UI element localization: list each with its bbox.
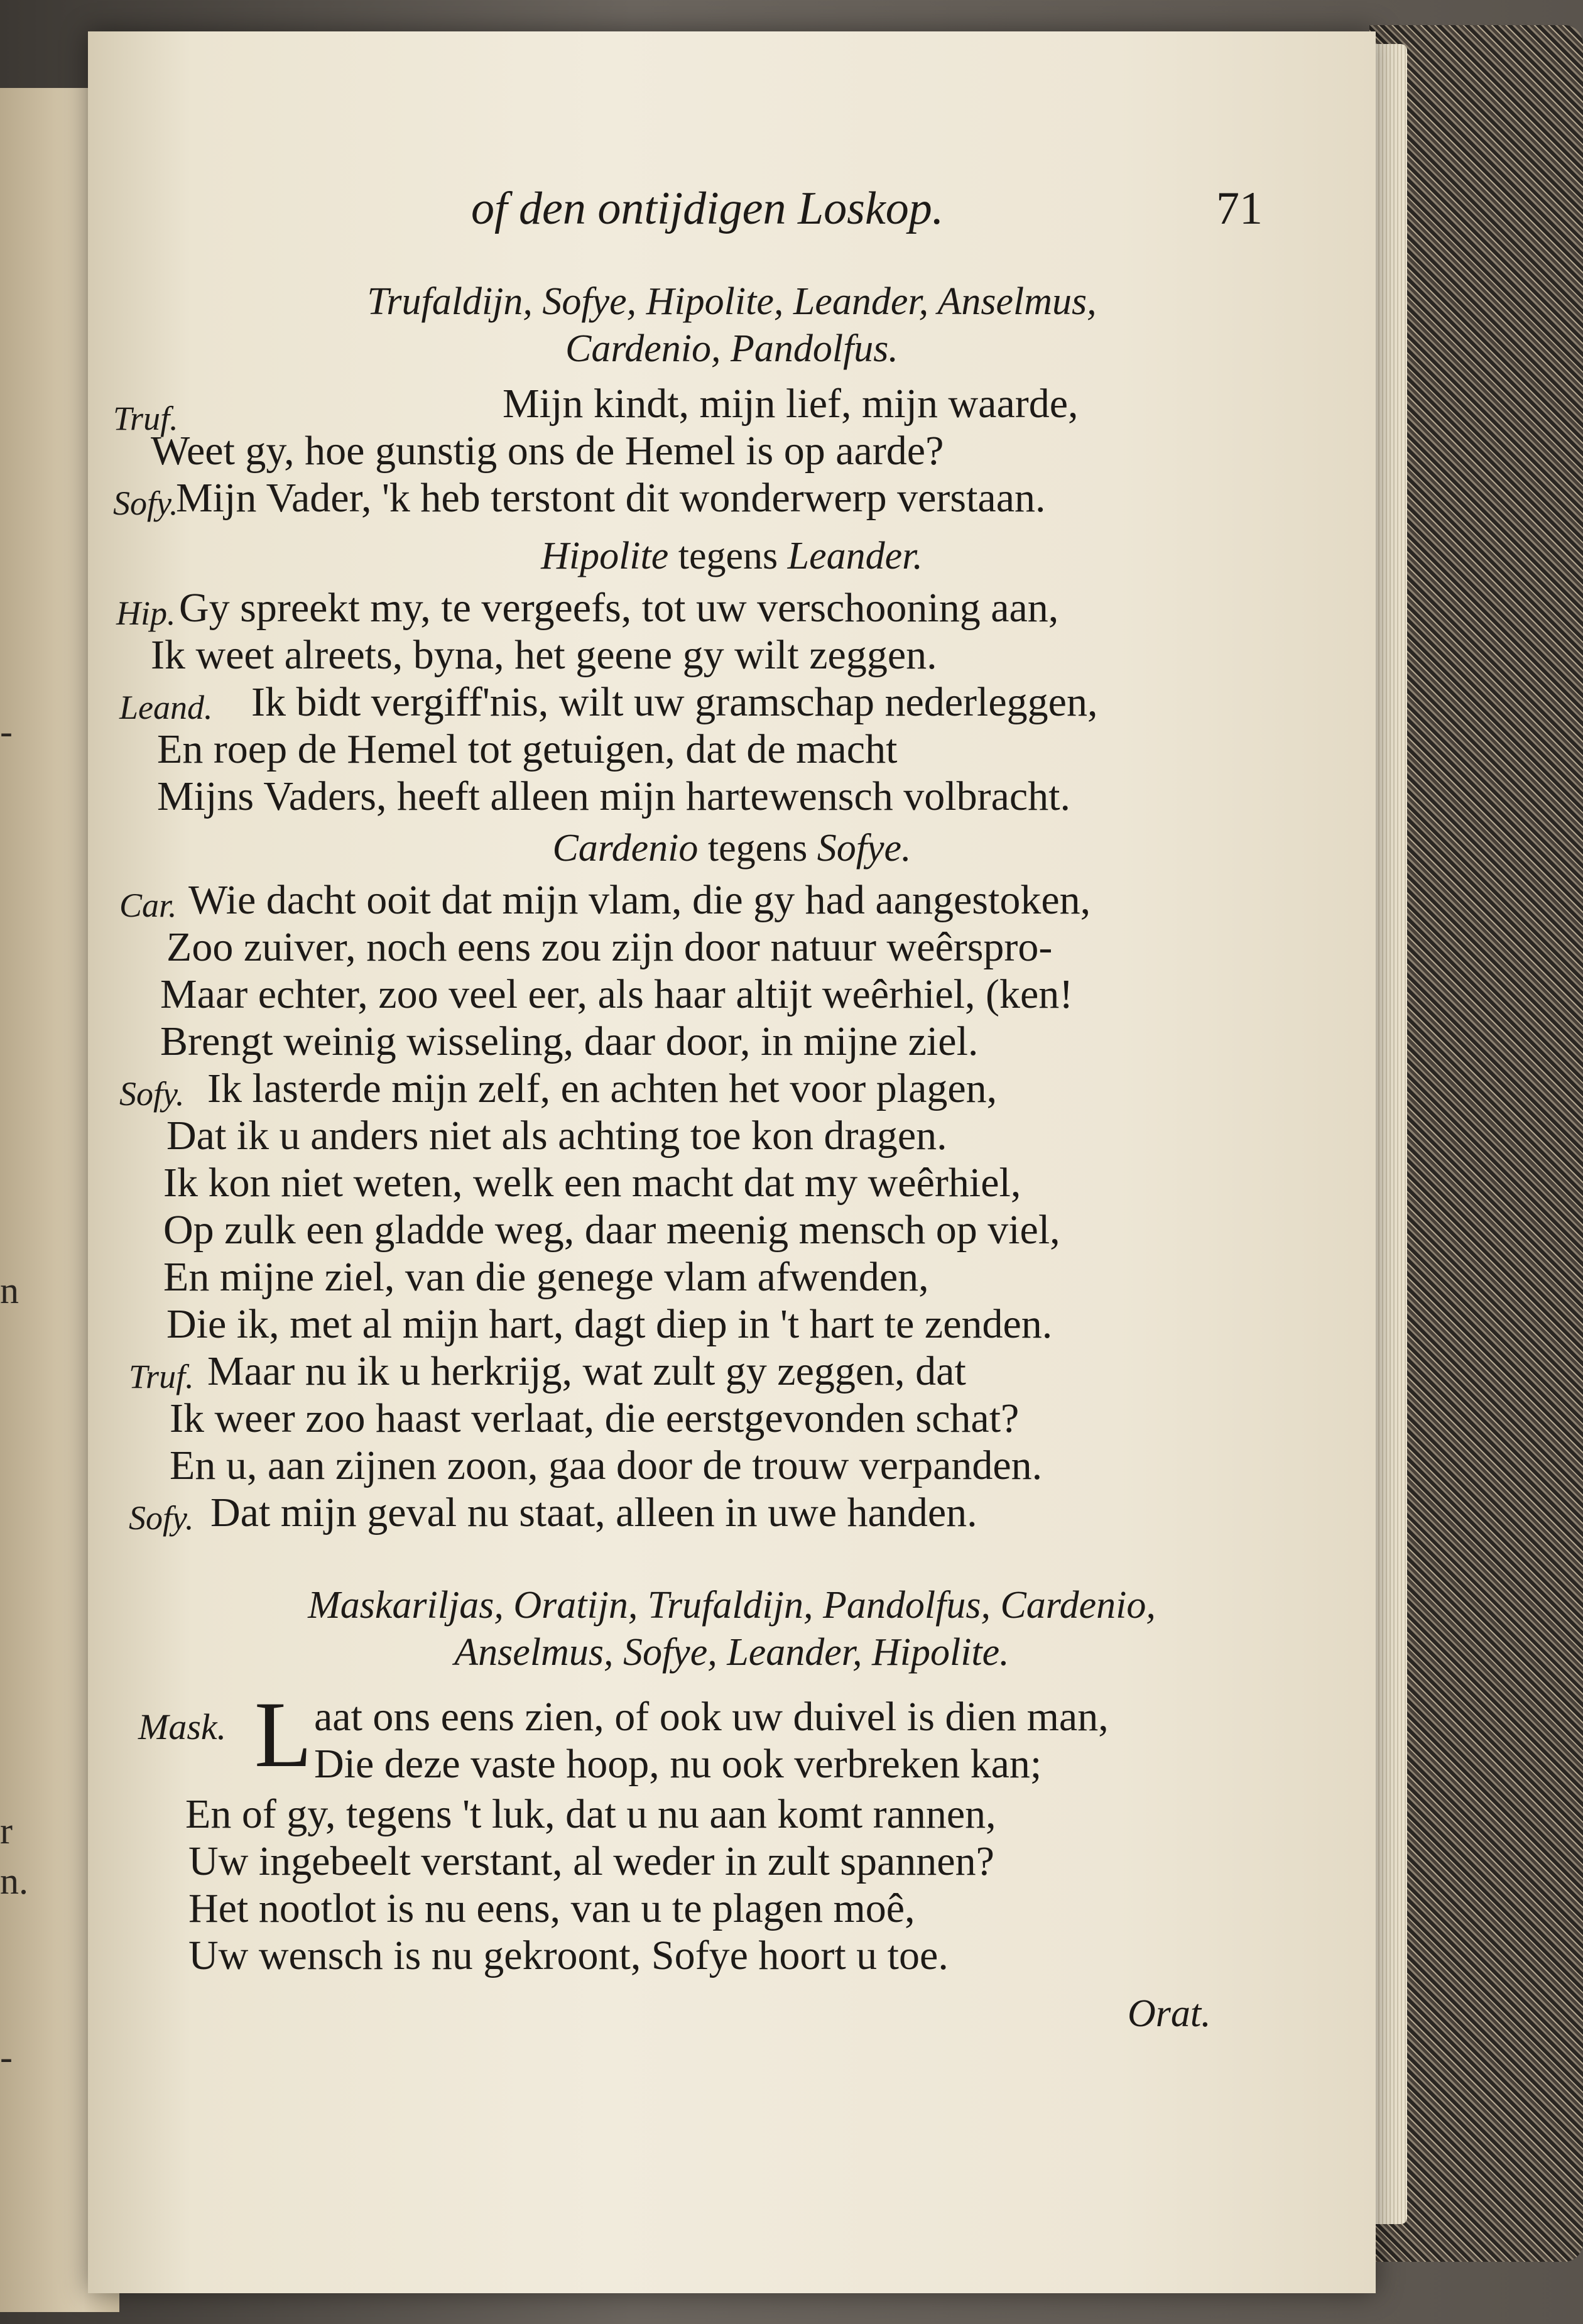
running-title: of den ontijdigen Loskop. (471, 183, 944, 234)
speaker-label: Hip. (116, 594, 176, 632)
speaker-label: Sofy. (129, 1499, 194, 1537)
verse-line: Ik bidt vergiff'nis, wilt uw gramschap nederleggen, (251, 679, 1098, 725)
verse-line: Maar echter, zoo veel eer, als haar altijt weêrhiel, (ken! (160, 971, 1074, 1017)
scene-cast-line: Trufaldijn, Sofye, Hipolite, Leander, Anselmus, (367, 280, 1097, 323)
stage-direction: Cardenio tegens Sofye. (552, 827, 911, 870)
drop-cap: L (254, 1683, 312, 1787)
page-number: 71 (1216, 183, 1263, 234)
speaker-label: Truf. (113, 400, 178, 437)
verse-line: En mijne ziel, van die genege vlam afwenden, (163, 1254, 929, 1300)
verse-line: Mijn Vader, 'k heb terstont dit wonderwerp verstaan. (176, 475, 1046, 521)
verse-line: Het nootlot is nu eens, van u te plagen moê, (188, 1885, 915, 1931)
verse-line: Mijn kindt, mijn lief, mijn waarde, (503, 381, 1079, 427)
verse-line: aat ons eens zien, of ook uw duivel is dien man, (314, 1694, 1109, 1740)
speaker-label: Car. (119, 887, 177, 924)
verse-line: Die ik, met al mijn hart, dagt diep in 't hart te zenden. (166, 1301, 1053, 1347)
scene-cast-line: Anselmus, Sofye, Leander, Hipolite. (454, 1631, 1009, 1674)
verse-line: En u, aan zijnen zoon, gaa door de trouw verpanden. (170, 1443, 1043, 1488)
verse-line: Zoo zuiver, noch eens zou zijn door natuur weêrspro- (166, 924, 1053, 970)
verse-line: Mijns Vaders, heeft alleen mijn hartewensch volbracht. (157, 773, 1070, 819)
verse-line: En of gy, tegens 't luk, dat u nu aan komt rannen, (185, 1791, 996, 1837)
verse-line: Dat ik u anders niet als achting toe kon dragen. (166, 1113, 947, 1159)
verse-line: Die deze vaste hoop, nu ook verbreken kan; (314, 1741, 1042, 1787)
scene-cast-line: Maskariljas, Oratijn, Trufaldijn, Pandolfus, Cardenio, (308, 1584, 1156, 1627)
left-page-fragment: - (0, 2036, 13, 2078)
running-header (389, 182, 1281, 258)
catchword: Orat. (1128, 1992, 1211, 2035)
verse-line: Wie dacht ooit dat mijn vlam, die gy had aangestoken, (188, 877, 1091, 923)
speaker-label: Leand. (119, 689, 213, 726)
left-page-fragment: - (0, 711, 13, 752)
speaker-label: Sofy. (113, 484, 178, 522)
verse-line: Uw wensch is nu gekroont, Sofye hoort u toe. (188, 1933, 949, 1978)
verse-line: Op zulk een gladde weg, daar meenig mensch op viel, (163, 1207, 1060, 1253)
verse-line: Ik weet alreets, byna, het geene gy wilt zeggen. (151, 632, 937, 678)
verse-line: Uw ingebeelt verstant, al weder in zult spannen? (188, 1838, 994, 1884)
left-page-fragment: r (0, 1810, 13, 1852)
speaker-label: Truf. (129, 1358, 194, 1395)
verse-line: Ik kon niet weten, welk een macht dat my weêrhiel, (163, 1160, 1021, 1206)
speaker-label: Mask. (138, 1706, 227, 1747)
left-page-fragment: n. (0, 1860, 28, 1902)
verse-line: Maar nu ik u herkrijg, wat zult gy zeggen, dat (207, 1348, 966, 1394)
verse-line: Ik lasterde mijn zelf, en achten het voor plagen, (207, 1066, 998, 1111)
left-page-fragment: n (0, 1270, 19, 1311)
verse-line: Gy spreekt my, te vergeefs, tot uw verschooning aan, (179, 585, 1059, 631)
scene-cast-line: Cardenio, Pandolfus. (565, 327, 898, 370)
speaker-label: Sofy. (119, 1075, 185, 1113)
verse-line: En roep de Hemel tot getuigen, dat de macht (157, 726, 898, 772)
verse-line: Dat mijn geval nu staat, alleen in uwe handen. (210, 1490, 977, 1536)
verse-line: Ik weer zoo haast verlaat, die eerstgevonden schat? (170, 1395, 1020, 1441)
book-page (88, 31, 1376, 2293)
stage-direction: Hipolite tegens Leander. (541, 535, 923, 577)
verse-line: Weet gy, hoe gunstig ons de Hemel is op aarde? (151, 428, 944, 474)
verse-line: Brengt weinig wisseling, daar door, in mijne ziel. (160, 1018, 979, 1064)
